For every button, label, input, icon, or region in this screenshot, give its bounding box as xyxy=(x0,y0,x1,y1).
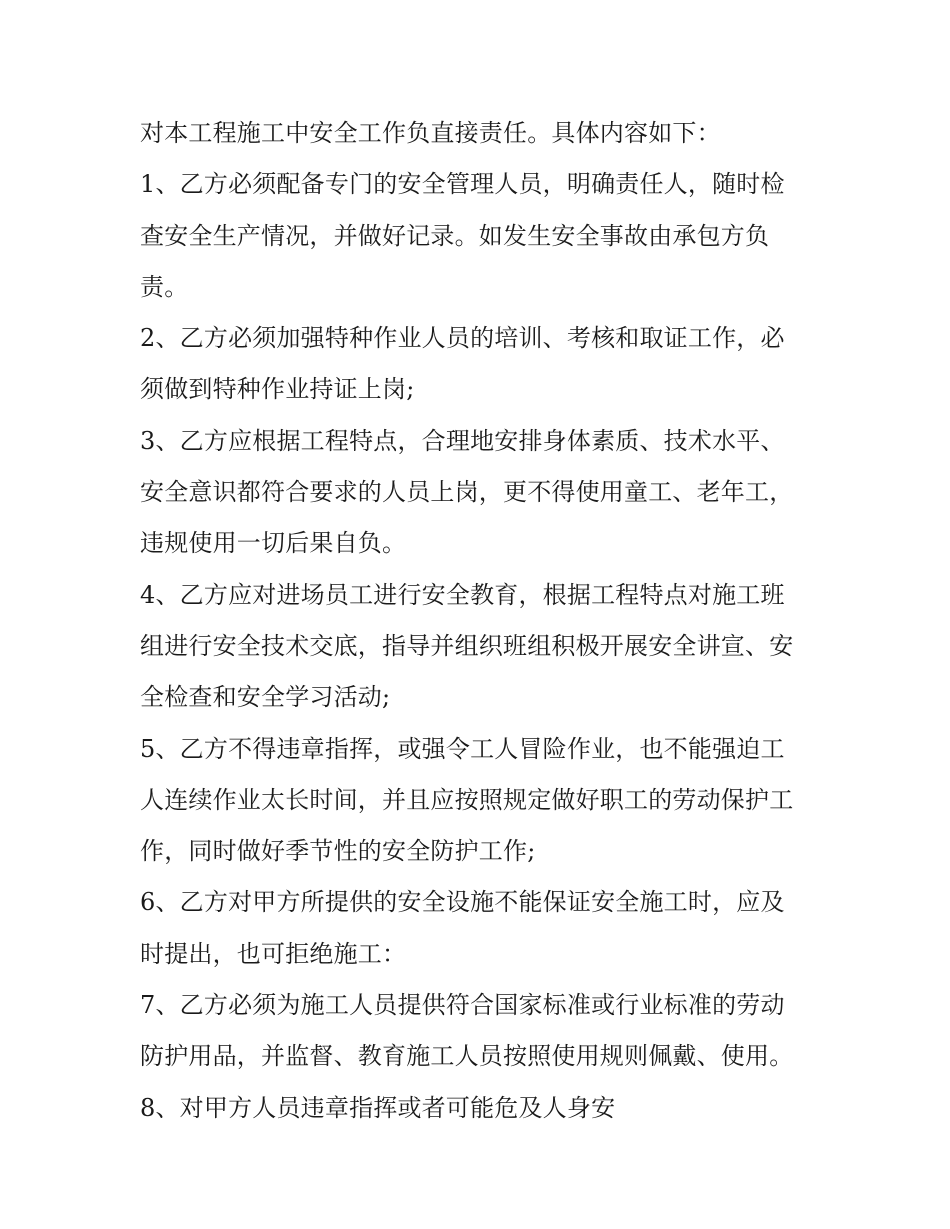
text-line: 组进行安全技术交底，指导并组织班组积极开展安全讲宣、安 xyxy=(140,631,794,660)
text-line: 4、乙方应对进场员工进行安全教育，根据工程特点对施工班 xyxy=(140,580,785,609)
text-line: 8、对甲方人员违章指挥或者可能危及人身安 xyxy=(140,1093,616,1122)
text-line: 2、乙方必须加强特种作业人员的培训、考核和取证工作，必 xyxy=(140,324,785,353)
text-line: 安全意识都符合要求的人员上岗，更不得使用童工、老年工， xyxy=(140,478,794,507)
text-line: 查安全生产情况，并做好记录。如发生安全事故由承包方负 xyxy=(140,221,770,250)
document-body xyxy=(140,108,830,1134)
text-line: 5、乙方不得违章指挥，或强令工人冒险作业，也不能强迫工 xyxy=(140,734,785,763)
text-line: 责。 xyxy=(140,272,189,301)
text-line: 1、乙方必须配备专门的安全管理人员，明确责任人，随时检 xyxy=(140,170,785,199)
text-line: 7、乙方必须为施工人员提供符合国家标准或行业标准的劳动 xyxy=(140,991,785,1020)
text-line: 防护用品，并监督、教育施工人员按照使用规则佩戴、使用。 xyxy=(140,1042,794,1071)
text-line: 违规使用一切后果自负。 xyxy=(140,529,407,558)
text-line: 须做到特种作业持证上岗; xyxy=(140,375,415,404)
text-line: 3、乙方应根据工程特点，合理地安排身体素质、技术水平、 xyxy=(140,426,785,455)
text-line: 6、乙方对甲方所提供的安全设施不能保证安全施工时，应及 xyxy=(140,888,785,917)
text-line: 全检查和安全学习活动; xyxy=(140,683,391,712)
text-line: 人连续作业太长时间，并且应按照规定做好职工的劳动保护工 xyxy=(140,785,794,814)
text-line: 作，同时做好季节性的安全防护工作; xyxy=(140,837,536,866)
text-line: 对本工程施工中安全工作负直接责任。具体内容如下： xyxy=(140,119,721,147)
text-line: 时提出，也可拒绝施工： xyxy=(140,939,407,968)
